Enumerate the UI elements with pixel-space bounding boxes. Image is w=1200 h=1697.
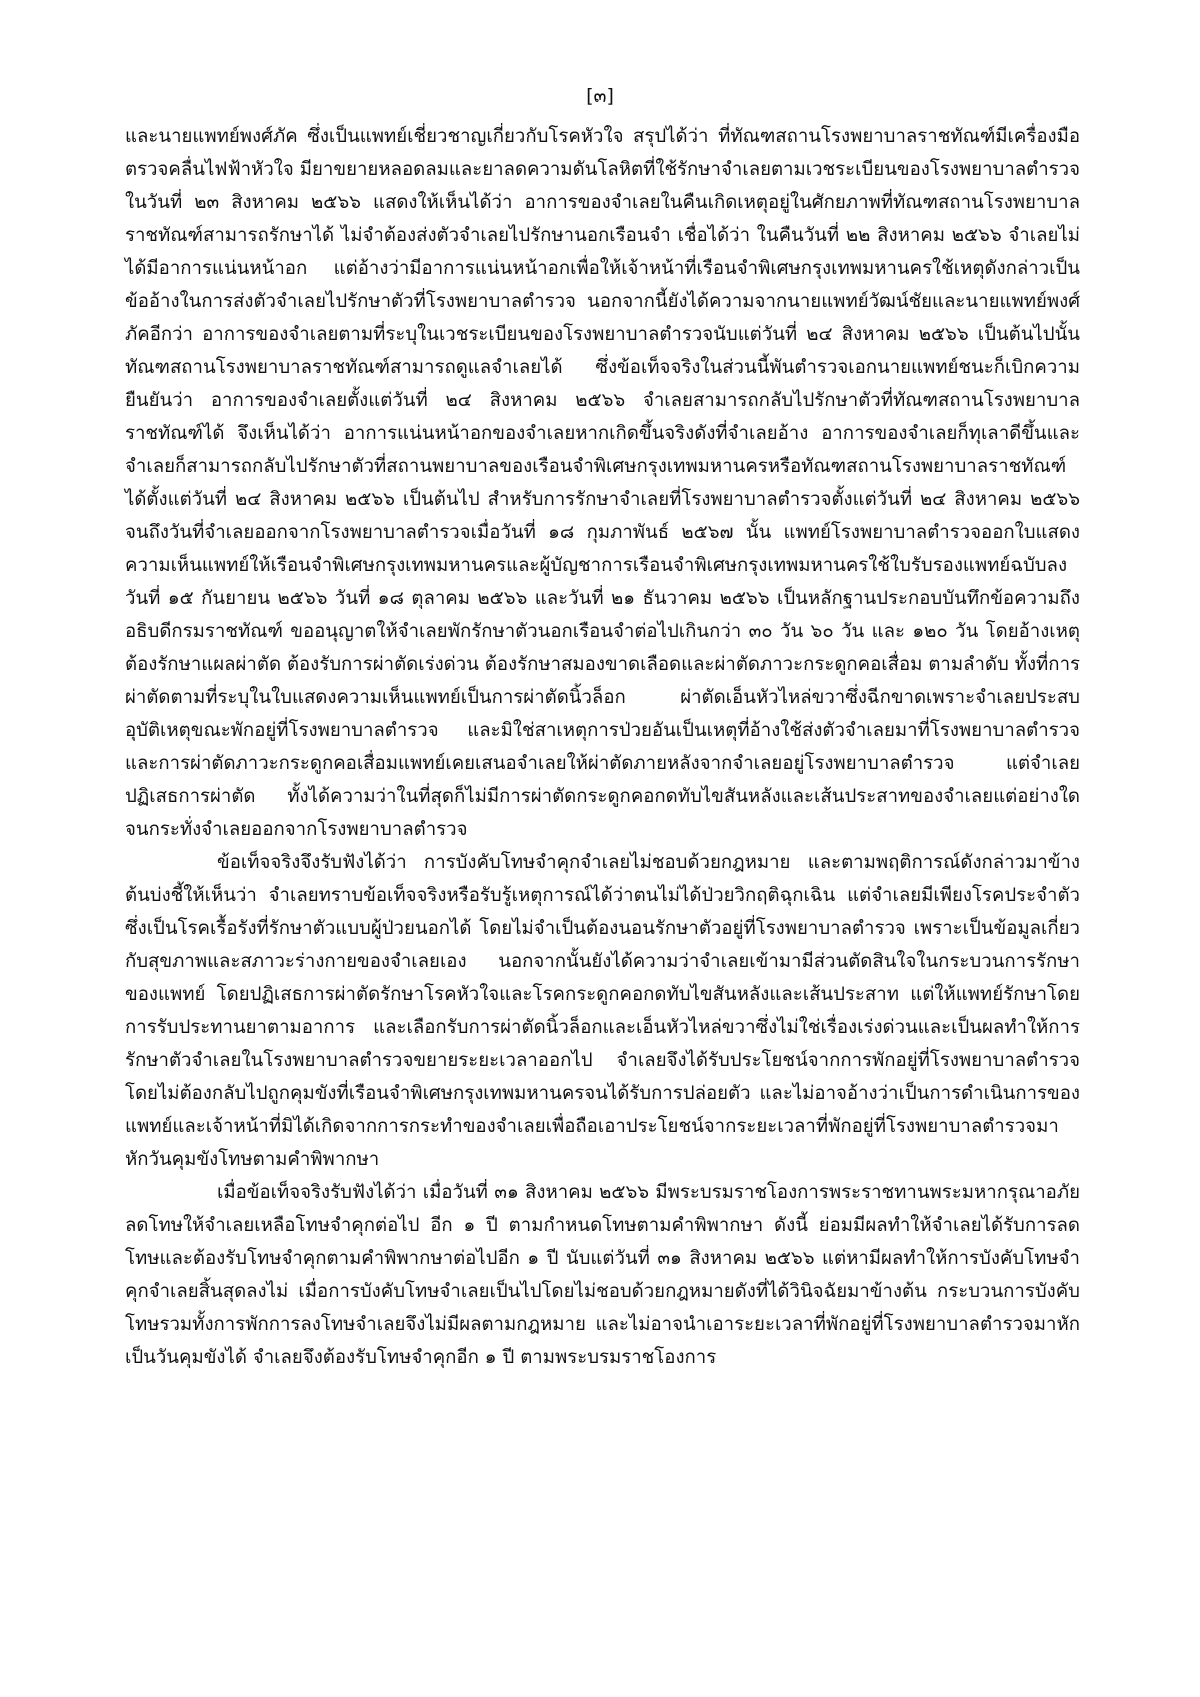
paragraph-2: ข้อเท็จจริงจึงรับฟังได้ว่า การบังคับโทษจำคุกจำเลยไม่ชอบด้วยกฎหมาย และตามพฤติการณ์ดังกล่าวมาข้างต้นบ่งชี้ให้เห็นว่า จำเลยทราบข้อเท็จจริงหรือรับรู้เหตุการณ์ได้ว่าตนไม่ได้ป่วยวิกฤติฉุกเฉิน แต่จำเลยมีเพียงโรคประจำตัวซึ่งเป็นโรคเรื้อรังที่รักษาตัวแบบผู้ป่วยนอกได้ โดยไม่จำเป็นต้องนอนรักษาตัวอยู่ที่โรงพยาบาลตำรวจ เพราะเป็นข้อมูลเกี่ยวกับสุขภาพและสภาวะร่างกายของจำเลยเอง นอกจากนั้นยังได้ความว่าจำเลยเข้ามามีส่วนตัดสินใจในกระบวนการรักษาของแพทย์ โดยปฏิเสธการผ่าตัดรักษาโรคหัวใจและโรคกระดูกคอกดทับไขสันหลังและเส้นประสาท แต่ให้แพทย์รักษาโดยการรับประทานยาตามอาการ และเลือกรับการผ่าตัดนิ้วล็อกและเอ็นหัวไหล่ขวาซึ่งไม่ใช่เรื่องเร่งด่วนและเป็นผลทำให้การรักษาตัวจำเลยในโรงพยาบาลตำรวจขยายระยะเวลาออกไป จำเลยจึงได้รับประโยชน์จากการพักอยู่ที่โรงพยาบาลตำรวจโดยไม่ต้องกลับไปถูกคุมขังที่เรือนจำพิเศษกรุงเทพมหานครจนได้รับการปล่อยตัว และไม่อาจอ้างว่าเป็นการดำเนินการของแพทย์และเจ้าหน้าที่มิได้เกิดจากการกระทำของจำเลยเพื่อถือเอาประโยชน์จากระยะเวลาที่พักอยู่ที่โรงพยาบาลตำรวจมาหักวันคุมขังโทษตามคำพิพากษา: [125, 852, 1080, 1170]
document-body: [125, 120, 1080, 1374]
paragraph-3: เมื่อข้อเท็จจริงรับฟังได้ว่า เมื่อวันที่ ๓๑ สิงหาคม ๒๕๖๖ มีพระบรมราชโองการพระราชทานพระมหากรุณาอภัยลดโทษให้จำเลยเหลือโทษจำคุกต่อไป อีก ๑ ปี ตามกำหนดโทษตามคำพิพากษา ดังนี้ ย่อมมีผลทำให้จำเลยได้รับการลดโทษและต้องรับโทษจำคุกตามคำพิพากษาต่อไปอีก ๑ ปี นับแต่วันที่ ๓๑ สิงหาคม ๒๕๖๖ แต่หามีผลทำให้การบังคับโทษจำคุกจำเลยสิ้นสุดลงไม่ เมื่อการบังคับโทษจำเลยเป็นไปโดยไม่ชอบด้วยกฎหมายดังที่ได้วินิจฉัยมาข้างต้น กระบวนการบังคับโทษรวมทั้งการพักการลงโทษจำเลยจึงไม่มีผลตามกฎหมาย และไม่อาจนำเอาระยะเวลาที่พักอยู่ที่โรงพยาบาลตำรวจมาหักเป็นวันคุมขังได้ จำเลยจึงต้องรับโทษจำคุกอีก ๑ ปี ตามพระบรมราชโองการ: [125, 1182, 1080, 1368]
paragraph-1: และนายแพทย์พงศ์ภัค ซึ่งเป็นแพทย์เชี่ยวชาญเกี่ยวกับโรคหัวใจ สรุปได้ว่า ที่ทัณฑสถานโรงพยาบาลราชทัณฑ์มีเครื่องมือตรวจคลื่นไฟฟ้าหัวใจ มียาขยายหลอดลมและยาลดความดันโลหิตที่ใช้รักษาจำเลยตามเวชระเบียนของโรงพยาบาลตำรวจในวันที่ ๒๓ สิงหาคม ๒๕๖๖ แสดงให้เห็นได้ว่า อาการของจำเลยในคืนเกิดเหตุอยู่ในศักยภาพที่ทัณฑสถานโรงพยาบาลราชทัณฑ์สามารถรักษาได้ ไม่จำต้องส่งตัวจำเลยไปรักษานอกเรือนจำ เชื่อได้ว่า ในคืนวันที่ ๒๒ สิงหาคม ๒๕๖๖ จำเลยไม่ได้มีอาการแน่นหน้าอก แต่อ้างว่ามีอาการแน่นหน้าอกเพื่อให้เจ้าหน้าที่เรือนจำพิเศษกรุงเทพมหานครใช้เหตุดังกล่าวเป็นข้ออ้างในการส่งตัวจำเลยไปรักษาตัวที่โรงพยาบาลตำรวจ นอกจากนี้ยังได้ความจากนายแพทย์วัฒน์ชัยและนายแพทย์พงศ์ภัคอีกว่า อาการของจำเลยตามที่ระบุในเวชระเบียนของโรงพยาบาลตำรวจนับแต่วันที่ ๒๔ สิงหาคม ๒๕๖๖ เป็นต้นไปนั้น ทัณฑสถานโรงพยาบาลราชทัณฑ์สามารถดูแลจำเลยได้ ซึ่งข้อเท็จจริงในส่วนนี้พันตำรวจเอกนายแพทย์ชนะก็เบิกความยืนยันว่า อาการของจำเลยตั้งแต่วันที่ ๒๔ สิงหาคม ๒๕๖๖ จำเลยสามารถกลับไปรักษาตัวที่ทัณฑสถานโรงพยาบาลราชทัณฑ์ได้ จึงเห็นได้ว่า อาการแน่นหน้าอกของจำเลยหากเกิดขึ้นจริงดังที่จำเลยอ้าง อาการของจำเลยก็ทุเลาดีขึ้นและจำเลยก็สามารถกลับไปรักษาตัวที่สถานพยาบาลของเรือนจำพิเศษกรุงเทพมหานครหรือทัณฑสถานโรงพยาบาลราชทัณฑ์ได้ตั้งแต่วันที่ ๒๔ สิงหาคม ๒๕๖๖ เป็นต้นไป สำหรับการรักษาจำเลยที่โรงพยาบาลตำรวจตั้งแต่วันที่ ๒๔ สิงหาคม ๒๕๖๖ จนถึงวันที่จำเลยออกจากโรงพยาบาลตำรวจเมื่อวันที่ ๑๘ กุมภาพันธ์ ๒๕๖๗ นั้น แพทย์โรงพยาบาลตำรวจออกใบแสดงความเห็นแพทย์ให้เรือนจำพิเศษกรุงเทพมหานครและผู้บัญชาการเรือนจำพิเศษกรุงเทพมหานครใช้ใบรับรองแพทย์ฉบับลงวันที่ ๑๕ กันยายน ๒๕๖๖ วันที่ ๑๘ ตุลาคม ๒๕๖๖ และวันที่ ๒๑ ธันวาคม ๒๕๖๖ เป็นหลักฐานประกอบบันทึกข้อความถึงอธิบดีกรมราชทัณฑ์ ขออนุญาตให้จำเลยพักรักษาตัวนอกเรือนจำต่อไปเกินกว่า ๓๐ วัน ๖๐ วัน และ ๑๒๐ วัน โดยอ้างเหตุต้องรักษาแผลผ่าตัด ต้องรับการผ่าตัดเร่งด่วน ต้องรักษาสมองขาดเลือดและผ่าตัดภาวะกระดูกคอเสื่อม ตามลำดับ ทั้งที่การผ่าตัดตามที่ระบุในใบแสดงความเห็นแพทย์เป็นการผ่าตัดนิ้วล็อก ผ่าตัดเอ็นหัวไหล่ขวาซึ่งฉีกขาดเพราะจำเลยประสบอุบัติเหตุขณะพักอยู่ที่โรงพยาบาลตำรวจ และมิใช่สาเหตุการป่วยอันเป็นเหตุที่อ้างใช้ส่งตัวจำเลยมาที่โรงพยาบาลตำรวจ และการผ่าตัดภาวะกระดูกคอเสื่อมแพทย์เคยเสนอจำเลยให้ผ่าตัดภายหลังจากจำเลยอยู่โรงพยาบาลตำรวจ แต่จำเลยปฏิเสธการผ่าตัด ทั้งได้ความว่าในที่สุดก็ไม่มีการผ่าตัดกระดูกคอกดทับไขสันหลังและเส้นประสาทของจำเลยแต่อย่างใด จนกระทั่งจำเลยออกจากโรงพยาบาลตำรวจ: [125, 126, 1080, 840]
page-number: [๓]: [586, 85, 614, 107]
